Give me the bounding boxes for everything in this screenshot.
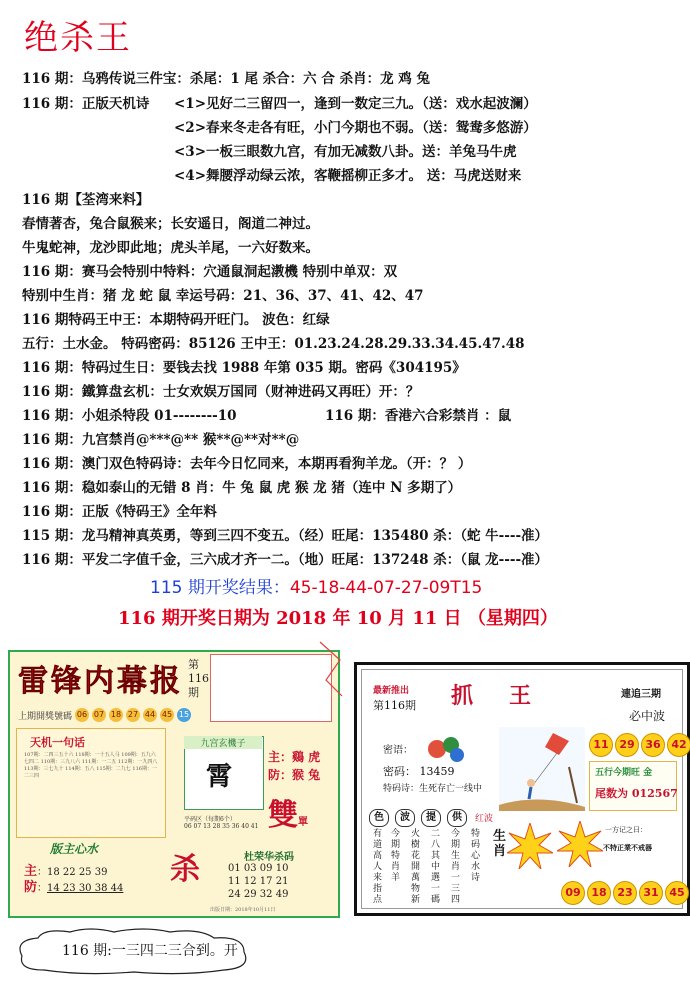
- kill-line: 116 期：乌鸦传说三件宝：杀尾：1 尾 杀合：六 合 杀肖：龙 鸡 兔: [22, 71, 430, 87]
- cloud-bubble: [14, 926, 252, 976]
- kite-flying-illustration-icon: [499, 727, 585, 811]
- prev-issue-line: 115 期：龙马精神真英勇，等到三四不变五。（经）旺尾：135480 杀：（蛇 牛----准）: [22, 528, 549, 544]
- leifeng-blank-box: [210, 654, 332, 722]
- verse-line-1: 春情著杏，兔合鼠猴来；长安遥日，阁道二神过。: [22, 216, 319, 232]
- fang-label: 防: [24, 880, 38, 895]
- bujin-text: 不特正業不戒器: [603, 843, 652, 852]
- leifeng-issue: 第116期: [188, 658, 209, 699]
- ball: 44: [143, 708, 157, 722]
- tianji-poem-label: 116 期：正版天机诗: [22, 96, 150, 112]
- tsuen-wan-heading: 116 期【荃湾来料】: [22, 192, 150, 208]
- king-of-kings-line: 116 期特码王中王：本期特码开旺门。 波色：红绿: [22, 312, 330, 328]
- banzhu-numbers: 主：18 22 25 39 防：14 23 30 38 44: [24, 864, 124, 895]
- poem-column: 今期特肖 羊: [391, 829, 401, 883]
- verse-line-2: 牛鬼蛇神，龙沙即此地；虎头羊尾，一六好数来。: [22, 240, 319, 256]
- ball: 07: [92, 708, 106, 722]
- red-diamond-decoration: [316, 640, 346, 700]
- bubble-text: 116 期:一三四二三合到。开: [62, 943, 238, 959]
- sha-character: 杀: [170, 852, 200, 887]
- ball: 06: [75, 708, 89, 722]
- sebo-chip: 提: [421, 809, 441, 827]
- five-elements-line: 五行：土水金。 特码密码：85126 王中王：01.23.24.28.29.33.34.45.47.48: [22, 336, 525, 352]
- ball: 11: [589, 733, 613, 757]
- dan-text: 單: [298, 817, 308, 828]
- ball: 45: [665, 881, 689, 905]
- ball: 09: [561, 881, 585, 905]
- draw-date: 116 期开奖日期为 2018 年 10 月 11 日 （星期四）: [118, 608, 558, 629]
- jockey-club-line: 116 期：赛马会特别中特料：穴通鼠洞起漖機 特别中单双：双: [22, 264, 398, 280]
- poem-column: 特码心水诗: [471, 829, 481, 883]
- zhuawang-issue: 第116期: [373, 699, 416, 712]
- ball: 45: [160, 708, 174, 722]
- macau-poem-line: 116 期：澳门双色特码诗：去年今日忆同来，本期再看狗羊龙。（开：？ ）: [22, 456, 472, 472]
- last-draw-label: 上期開獎號碼: [18, 711, 73, 722]
- page-title: 绝杀王: [24, 18, 132, 58]
- must-hit-wave: 必中波: [629, 709, 666, 723]
- sebo-chip: 供: [447, 809, 467, 827]
- banzhu-title: 版主心水: [50, 842, 99, 856]
- miyu-label: 密语：: [383, 745, 413, 756]
- pingma-numbers: 06 07 13 28 35 36 40 41: [184, 823, 259, 830]
- jingzi-character: 霄: [206, 762, 233, 792]
- tianji-title: 天机一句话: [30, 736, 85, 749]
- mima-line: 密码： 13459: [383, 765, 455, 778]
- starburst-left-icon: [507, 823, 553, 869]
- grid-row: 01 03 09 10: [228, 863, 289, 874]
- grid-row: 24 29 32 49: [228, 889, 289, 900]
- draw-result: [150, 573, 482, 598]
- hk-ban-line: 116 期：香港六合彩禁肖 ：鼠: [325, 408, 512, 424]
- last-draw-balls: [18, 708, 191, 722]
- zhu-numbers: 18 22 25 39: [47, 867, 108, 878]
- abacus-line: 116 期：鐵算盘玄机：士女欢娱万国同（财神进码又再旺）开：？: [22, 384, 420, 400]
- ball: 23: [613, 881, 637, 905]
- shuang-text: 雙: [268, 798, 298, 833]
- pingma-area: [184, 814, 258, 830]
- sebo-chip: 波: [395, 809, 415, 827]
- poem-line-3: <3>一板三眼数九宫，有加无减数八卦。送：羊兔马牛虎: [174, 144, 517, 160]
- poem-column: 火樹花開萬物新: [411, 829, 421, 905]
- must-hit-balls: [589, 733, 690, 757]
- ball: 15: [177, 708, 191, 722]
- pingma-label: 平码区（每期6个）: [184, 816, 236, 823]
- poem-line-2: <2>春来冬走各有旺，小门今期也不弱。（送：鸳鸯多悠游）: [174, 120, 537, 136]
- poem-line-1: <1>见好二三留四一，逢到一数定三九。（送：戏水起波澜）: [174, 96, 537, 112]
- du-ronghua-title: 杜荣华杀码: [244, 852, 294, 863]
- jingzi-title: 九宫玄機子: [184, 736, 262, 749]
- miss-kill-line: 116 期：小姐杀特段 01--------10: [22, 408, 237, 424]
- poem-column: 今期生肖一三四: [451, 829, 461, 905]
- temi-line: 特码诗：生死存亡一线中: [383, 784, 483, 794]
- starburst-right-icon: [557, 821, 603, 867]
- shuang-character: [268, 790, 308, 834]
- zhu-label: 主: [24, 864, 38, 879]
- ball-group-icon: [427, 735, 467, 763]
- new-release: 最新推出: [373, 686, 410, 696]
- eight-zodiac-line: 116 期：稳如泰山的无错 8 肖：牛 兔 鼠 虎 猴 龙 猪（连中 N 多期了）: [22, 480, 462, 496]
- ball: 42: [667, 733, 690, 757]
- sebo-chip: 色: [369, 809, 389, 827]
- result-numbers: 45-18-44-07-27-09T15: [289, 578, 483, 598]
- kill-number-grid: [228, 862, 328, 901]
- poem-line-4: <4>舞腰浮动绿云浓，客鞭摇柳正多才。 送：马虎送财来: [174, 168, 522, 184]
- ball: 18: [587, 881, 611, 905]
- final-balls: [561, 881, 689, 905]
- ball: 31: [639, 881, 663, 905]
- poem-column: 有道高人来指点: [373, 829, 383, 905]
- current-issue-line: 116 期：平发二字值千金，三六成才齐一二。（地）旺尾：137248 杀：（鼠 龙----准）: [22, 552, 549, 568]
- grid-row: 11 12 17 21: [228, 876, 289, 887]
- fang-numbers: 14 23 30 38 44: [47, 883, 124, 894]
- ball: 27: [126, 708, 140, 722]
- wuxing-line: 五行今期旺 金: [595, 768, 653, 778]
- shengxiao-label: 生肖: [493, 829, 507, 859]
- zhuawang-title: 抓王: [451, 683, 568, 709]
- special-zodiac-line: 特别中生肖：猪 龙 蛇 鼠 幸运号码：21、36、37、41、42、47: [22, 288, 424, 304]
- leifeng-ad-panel: [8, 650, 340, 918]
- birthday-line: 116 期：特码过生日：要钱去找 1988 年第 035 期。密码《304195》: [22, 360, 466, 376]
- hongbo-label: 红波: [475, 814, 494, 824]
- publish-date: 出版日期：2018年10月11日: [210, 907, 276, 913]
- three-issues: 連追三期: [621, 689, 661, 700]
- leifeng-brand: 雷锋内幕报: [18, 664, 183, 699]
- result-label: 115 期开奖结果：: [150, 578, 290, 598]
- annual-data-line: 116 期：正版《特码王》全年料: [22, 504, 217, 520]
- poem-column: 二八其中選一碼: [431, 829, 441, 905]
- weishu-line: 尾数为 012567: [595, 787, 678, 800]
- sebo-chips: [369, 809, 467, 827]
- yifang-label: 一方记之曰：: [605, 826, 647, 834]
- ball: 36: [641, 733, 665, 757]
- nine-palace-line: 116 期：九宫禁肖@***@** 猴**@**对**@: [22, 432, 300, 448]
- ball: 18: [109, 708, 123, 722]
- ball: 29: [615, 733, 639, 757]
- zhu-fang-zodiac: 主：鷄 虎 防：猴 兔: [268, 750, 321, 782]
- zhuawang-ad-panel: [354, 662, 690, 916]
- tianji-rows: 107期：二四三五十六 118期：一十五人马 109期：五九六七四二 110期：三九八六 111期：一二五 112期：一九四八 113期：三七九十 114期：五八 115期：二九七 116期：一二三四: [24, 752, 158, 779]
